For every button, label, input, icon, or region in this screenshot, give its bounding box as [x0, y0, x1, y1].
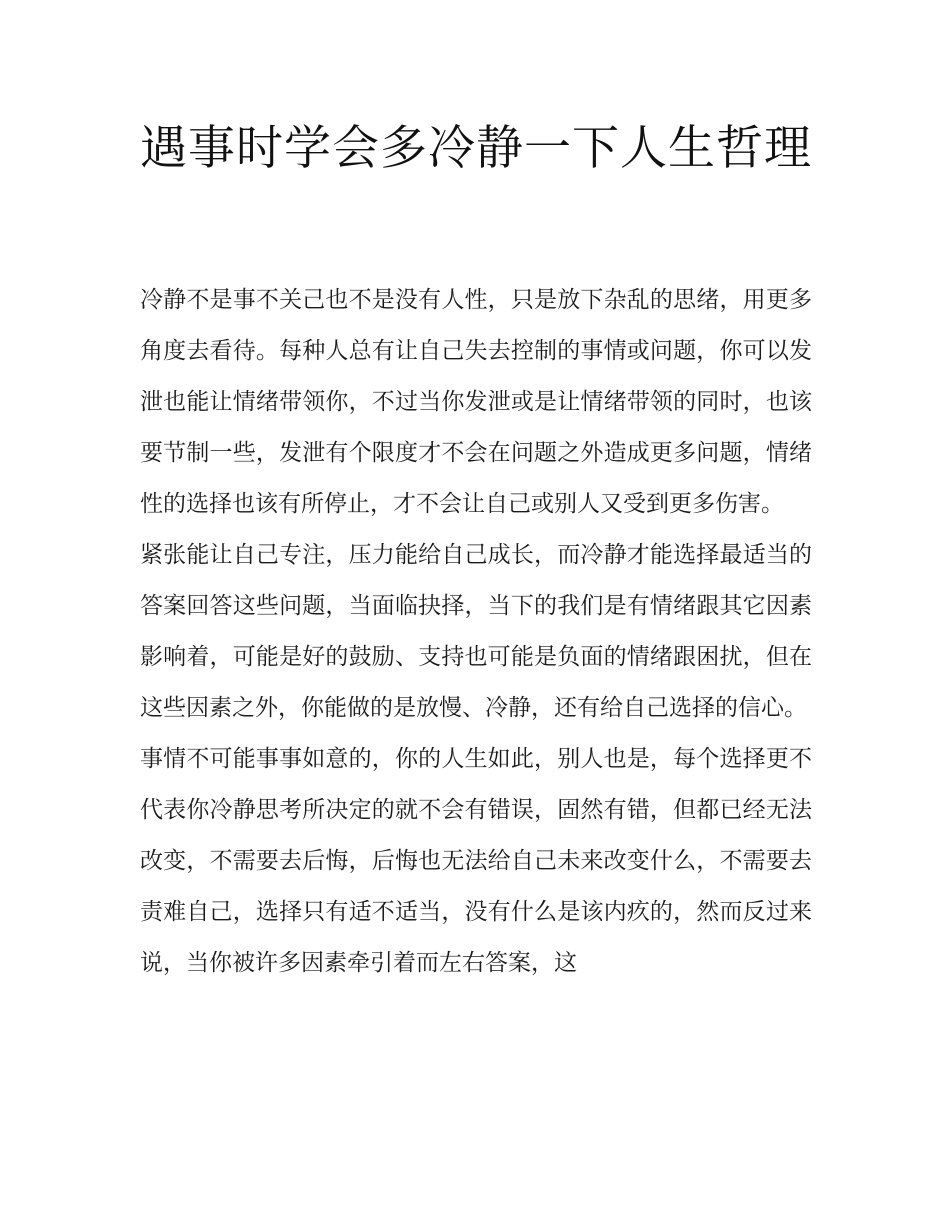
paragraph-3: 事情不可能事事如意的，你的人生如此，别人也是，每个选择更不代表你冷静思考所决定的就不会有错误，固然有错，但都已经无法改变，不需要去后悔，后悔也无法给自己未来改变什么，不需要去责难自己，选择只有适不适当，没有什么是该内疚的，然而反过来说，当你被许多因素牵引着而左右答案，这	[140, 746, 812, 976]
paragraph-2: 紧张能让自己专注，压力能给自己成长，而冷静才能选择最适当的答案回答这些问题，当面临抉择，当下的我们是有情绪跟其它因素影响着，可能是好的鼓励、支持也可能是负面的情绪跟困扰，但在这些因素之外，你能做的是放慢、冷静，还有给自己选择的信心。	[140, 542, 812, 721]
document-body	[140, 275, 812, 989]
paragraph-1: 冷静不是事不关己也不是没有人性，只是放下杂乱的思绪，用更多角度去看待。每种人总有让自己失去控制的事情或问题，你可以发泄也能让情绪带领你，不过当你发泄或是让情绪带领的同时，也该要节制一些，发泄有个限度才不会在问题之外造成更多问题，情绪性的选择也该有所停止，才不会让自己或别人又受到更多伤害。	[140, 287, 812, 517]
document-title: 遇事时学会多冷静一下人生哲理	[140, 121, 812, 176]
